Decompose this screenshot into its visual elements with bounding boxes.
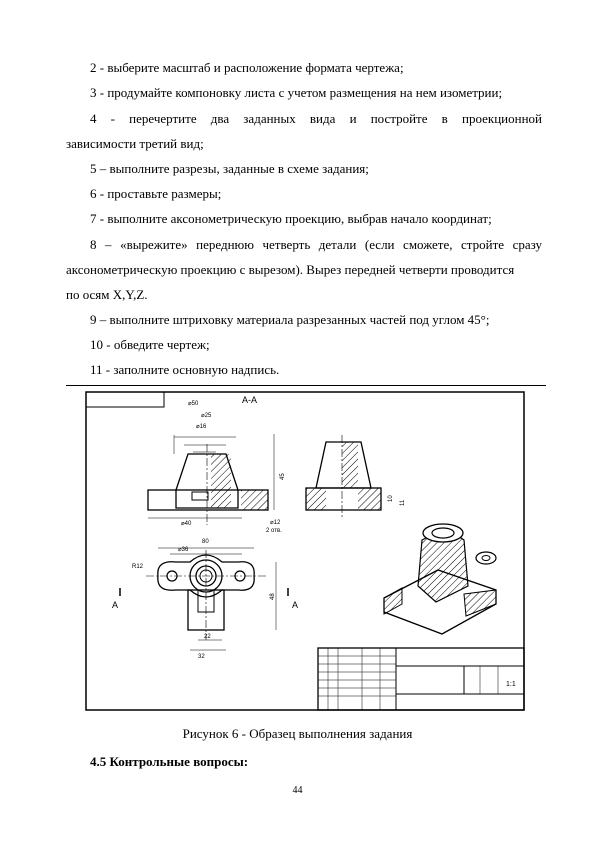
step-5: 5 – выполните разрезы, заданные в схеме задания; xyxy=(90,161,369,176)
dim-d16: ⌀16 xyxy=(196,424,207,430)
dim-r80: 80 xyxy=(202,539,209,545)
dim-d50: ⌀50 xyxy=(188,401,199,407)
dim-w22: 22 xyxy=(204,634,211,640)
dim-d25: ⌀25 xyxy=(201,413,212,419)
top-view xyxy=(120,539,288,660)
dim-v48: 48 xyxy=(270,593,276,600)
page-number: 44 xyxy=(292,785,303,796)
separator-line xyxy=(66,385,546,386)
section-arrow-right: А xyxy=(292,600,299,610)
section-label: А-А xyxy=(242,395,258,405)
step-4: 4 - перечертите два заданных вида и постройте в проекционной xyxy=(90,111,542,126)
figure-caption: Рисунок 6 - Образец выполнения задания xyxy=(182,726,413,741)
step-3: 3 - продумайте компоновку листа с учетом размещения на нем изометрии; xyxy=(90,85,503,100)
front-section-view xyxy=(148,401,286,534)
isometric-view xyxy=(384,524,496,634)
drawing-corner-box xyxy=(86,392,164,407)
dim-h11: 11 xyxy=(400,499,406,506)
step-7: 7 - выполните аксонометрическую проекцию, выбрав начало координат; xyxy=(90,211,492,226)
step-9: 9 – выполните штриховку материала разрезанных частей под углом 45°; xyxy=(90,312,490,327)
step-2: 2 - выберите масштаб и расположение формата чертежа; xyxy=(90,60,404,75)
step-8: 8 – «вырежите» переднюю четверть детали (если сможете, стройте сразу xyxy=(90,237,542,252)
section-heading: 4.5 Контрольные вопросы: xyxy=(90,754,249,769)
step-10: 10 - обведите чертеж; xyxy=(90,337,210,352)
dim-w32: 32 xyxy=(198,654,205,660)
dim-d40: ⌀40 xyxy=(181,521,192,527)
step-6: 6 - проставьте размеры; xyxy=(90,186,222,201)
step-11: 11 - заполните основную надпись. xyxy=(90,362,280,377)
step-8-cont: аксонометрическую проекцию с вырезом). Вырез передней четверти проводится xyxy=(66,262,515,277)
step-8-axes: по осям X,Y,Z. xyxy=(66,287,148,302)
dim-r12: R12 xyxy=(132,564,144,570)
title-block-scale: 1:1 xyxy=(506,681,516,688)
technical-drawing xyxy=(66,390,546,716)
step-4-cont: зависимости третий вид; xyxy=(66,136,204,151)
side-section-view xyxy=(306,435,406,518)
dim-d12: ⌀12 xyxy=(270,520,281,526)
dim-h45: 45 xyxy=(280,473,286,480)
dim-h10: 10 xyxy=(388,495,394,502)
title-block xyxy=(318,648,524,710)
section-arrow-left: А xyxy=(112,600,119,610)
dim-holes: 2 отв. xyxy=(266,528,282,534)
dim-r36: ⌀36 xyxy=(178,547,189,553)
